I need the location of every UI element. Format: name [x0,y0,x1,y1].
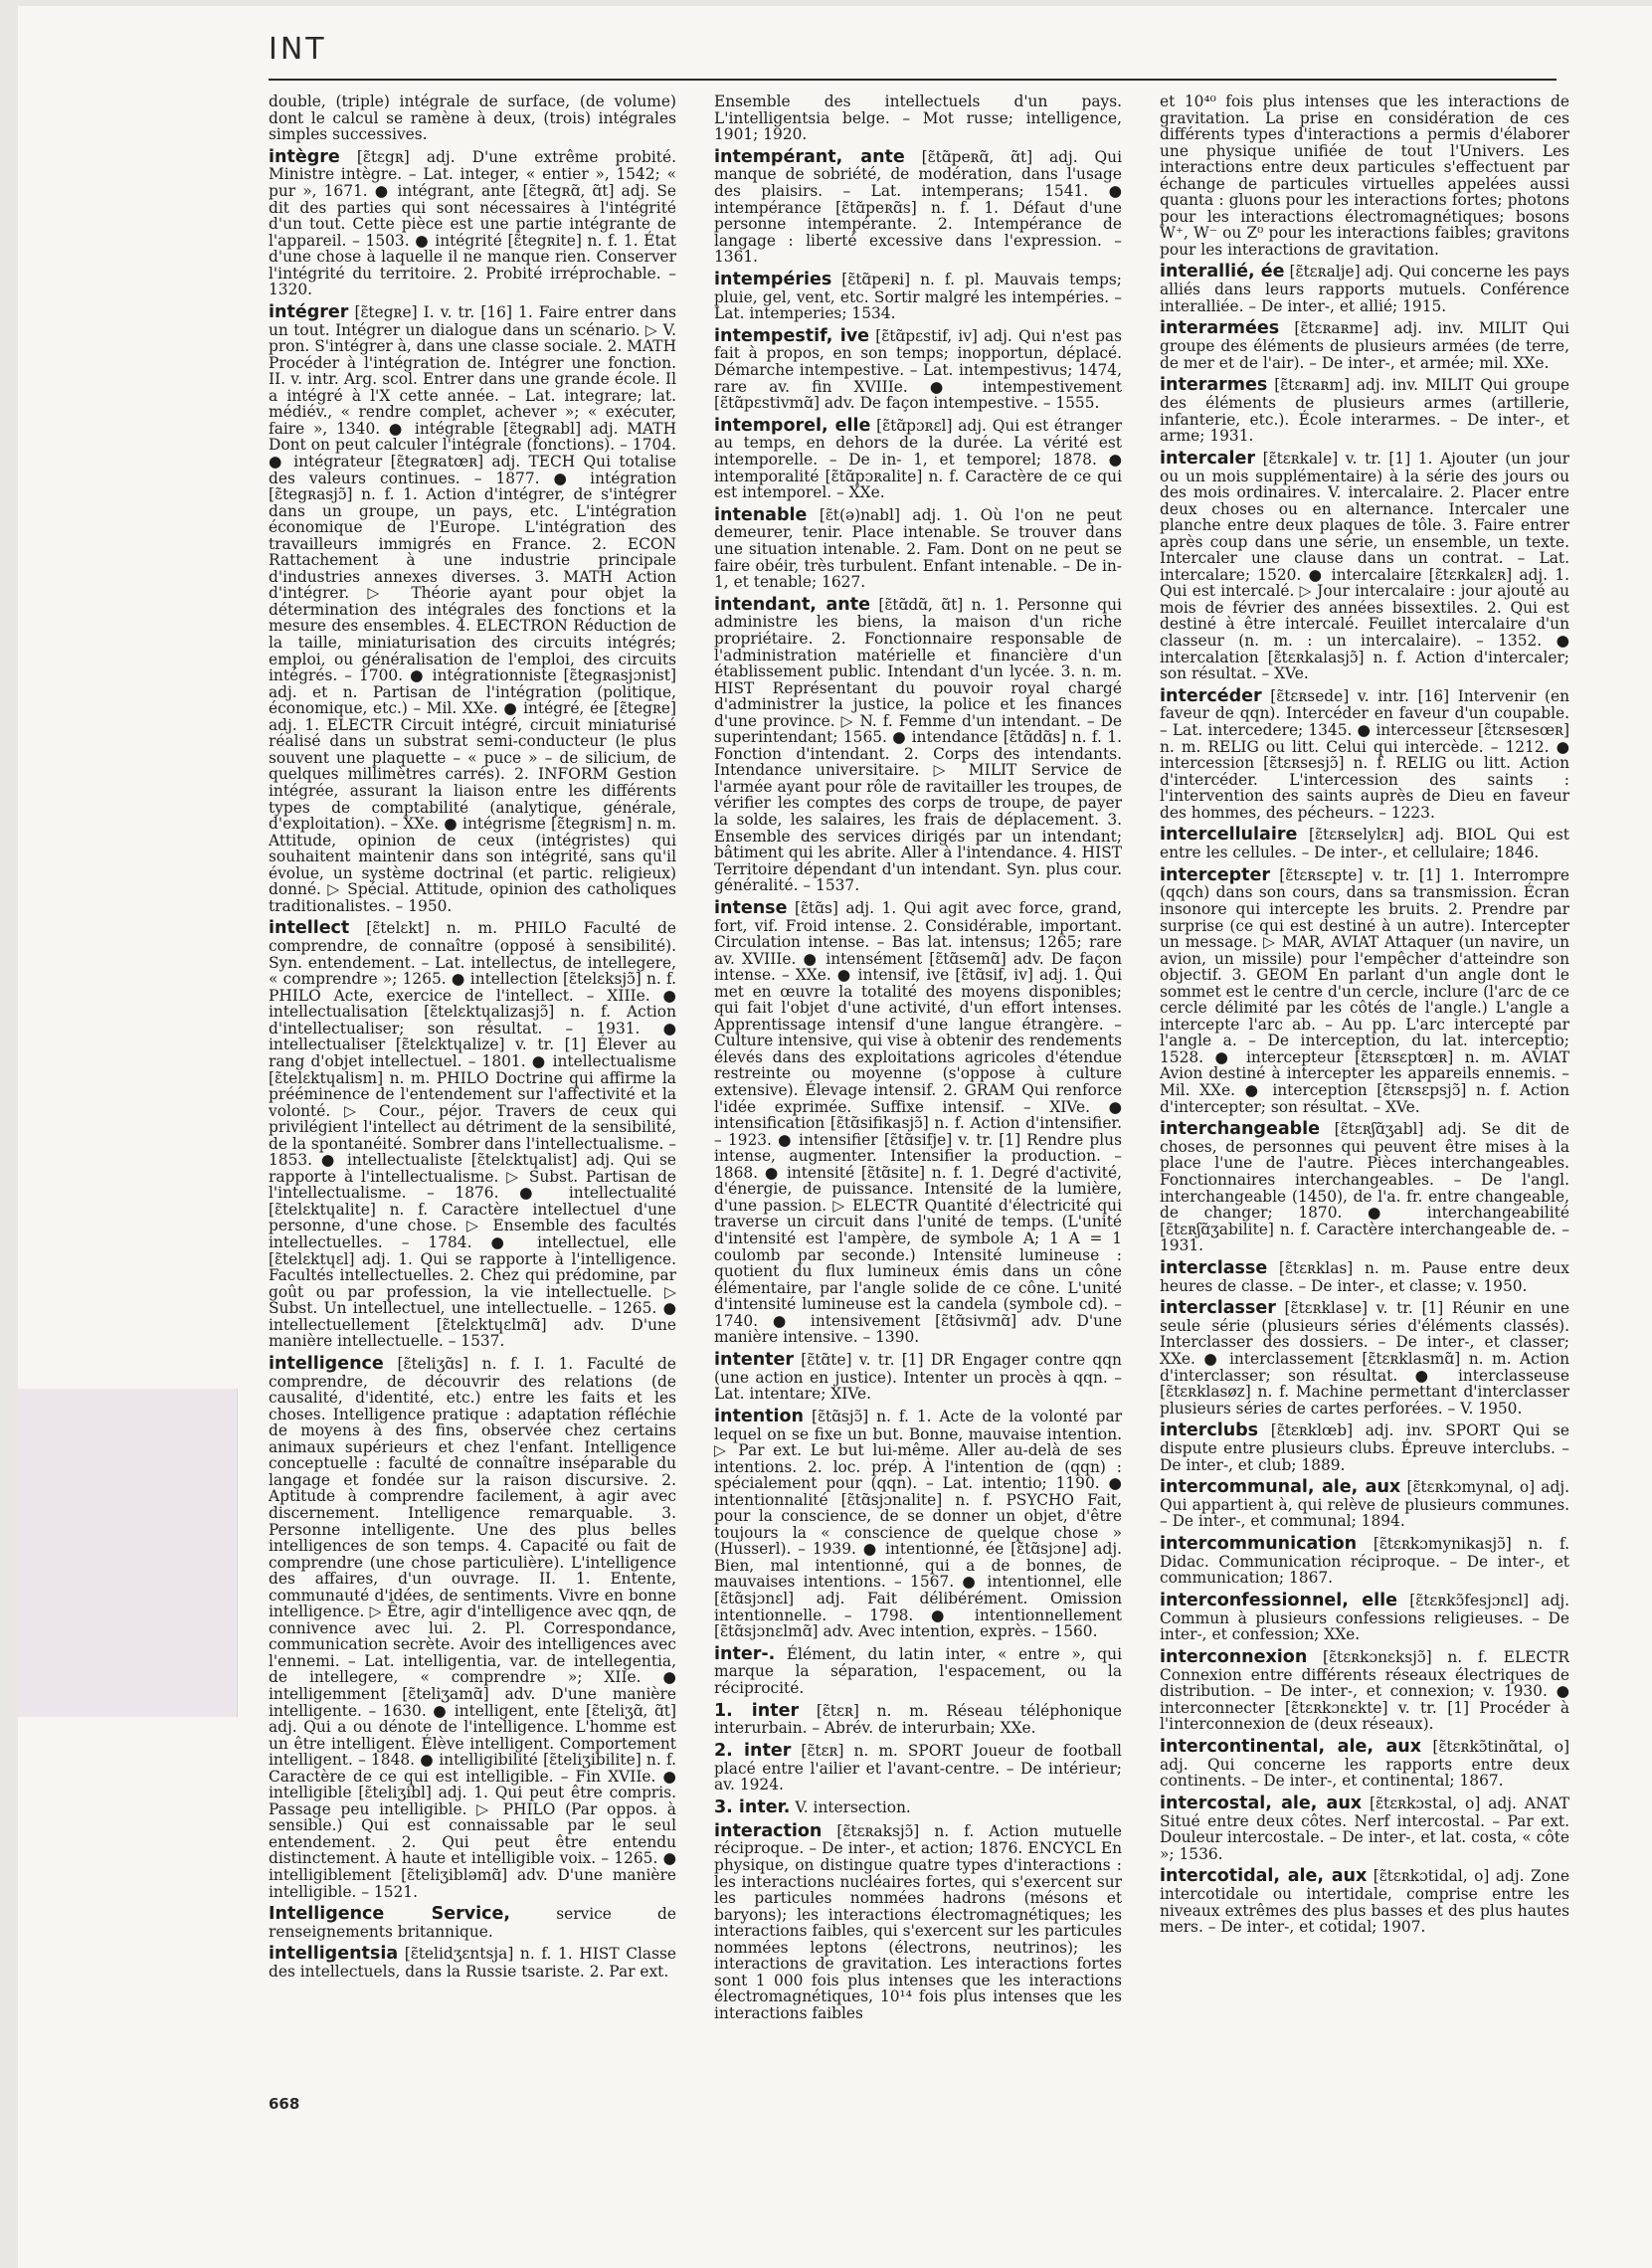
entry-definition: V. intersection. [795,1797,911,1816]
dictionary-entry [269,1355,676,1900]
entry-headword: interarmes [1160,375,1268,396]
entry-headword: interconfessionnel, elle [1160,1590,1398,1610]
entry-definition: [ɛ̃telɛkt] n. m. PHILO Faculté de comprendre, de connaître (opposé à sensibilité). Syn. entendement. – Lat. intellectus, de intellegere, « comprendre »; 1265. ● intellection [ɛ̃telɛksjɔ̃] n. f. PHILO Acte, exercice de l'intellect. – XIIIe. ● intellectualisation [ɛ̃telɛktɥalizasjɔ̃] n. f. Action d'intellectualiser; son résultat. – 1931. ● intellectualiser [ɛ̃telɛktɥalize] v. tr. [1] Élever au rang d'objet intellectuel. – 1801. ● intellectualisme [ɛ̃telɛktɥalism] n. m. PHILO Doctrine qui affirme la prééminence de l'entendement sur l'affectivité et la volonté. ▷ Cour., péjor. Travers de ceux qui privilégient l'intellect au détriment de la sensibilité, de la spontanéité. Sombrer dans l'intellectualisme. – 1853. ● intellectualiste [ɛ̃telɛktɥalist] adj. Qui se rapporte à l'intellectualisme. ▷ Subst. Partisan de l'intellectualisme. – 1876. ● intellectualité [ɛ̃telɛktɥalite] n. f. Caractère intellectuel d'une personne, d'une chose. ▷ Ensemble des facultés intellectuelles. – 1784. ● intellectuel, elle [ɛ̃telɛktɥɛl] adj. 1. Qui se rapporte à l'intelligence. Facultés intellectuelles. 2. Chez qui prédomine, par goût ou par profession, la vie intellectuelle. ▷ Subst. Un intellectuel, une intellectuelle. – 1265. ● intellectuellement [ɛ̃telɛktɥɛlmɑ̃] adv. D'une manière intellectuelle. – 1537. [269,919,676,1351]
dictionary-entry [714,94,1122,143]
column-2 [714,94,1122,2083]
entry-headword: 1. inter [714,1700,800,1721]
entry-definition: [ɛ̃tɛʀ] n. m. SPORT Joueur de football placé entre l'ailier et l'avant-centre. – De intérieur; av. 1924. [714,1741,1122,1795]
entry-headword: intelligence [269,1353,384,1374]
dictionary-entry [714,327,1122,412]
header-rule [269,79,1557,81]
entry-definition: [ɛ̃tɑ̃peʀi] n. f. pl. Mauvais temps; pluie, gel, vent, etc. Sortir malgré les intempéries. – Lat. intemperies; 1534. [714,270,1122,323]
entry-headword: intelligentsia [269,1944,399,1965]
entry-headword: intempestif, ive [714,325,870,346]
dictionary-entry [714,1742,1122,1794]
dictionary-entry [1160,826,1569,860]
dictionary-entry [1160,1867,1569,1935]
entry-definition: [ɛ̃tɛʀalje] adj. Qui concerne les pays alliés dans leurs rapports mutuels. Conférence interalliée. – De inter-, et allié; 1915. [1160,263,1569,315]
entry-definition: [ɛ̃tɑ̃te] v. tr. [1] DR Engager contre qqn (une action en justice). Intenter un procès à qqn. – Lat. intentare; XIVe. [714,1350,1122,1404]
entry-definition: [ɛ̃tɛʀkɔmynal, o] adj. Qui appartient à, qui relève de plusieurs communes. – De inter-, et communal; 1894. [1160,1478,1569,1531]
entry-definition: [ɛ̃tɛʀaʀm] adj. inv. MILIT Qui groupe des éléments de plusieurs armes (artillerie, infanterie, etc.). École interarmes. – De inter-, et arme; 1931. [1160,376,1569,446]
dictionary-entry [1160,1259,1569,1294]
dictionary-entry [269,148,676,298]
dictionary-entry [1160,263,1569,314]
entry-definition: [ɛ̃tɛʀkɔ̃fesjɔnɛl] adj. Commun à plusieurs confessions religieuses. – De inter-, et confession; XXe. [1160,1591,1569,1644]
entry-definition: Ensemble des intellectuels d'un pays. L'intelligentsia belge. – Mot russe; intelligence, 1901; 1920. [714,94,1122,144]
entry-headword: intercepter [1160,864,1270,885]
dictionary-entry [1160,1478,1569,1530]
entry-definition: [ɛ̃tɛʀkɔmynikasjɔ̃] n. f. Didac. Communication réciproque. – De inter-, et communication; 1867. [1160,1535,1569,1588]
entry-headword: interarmées [1160,318,1280,339]
entry-headword: 2. inter [714,1740,792,1761]
column-3 [1160,94,1569,2083]
entry-definition: [ɛ̃tɛgʀ] adj. D'une extrême probité. Ministre intègre. – Lat. integer, « entier », 1542; « pur », 1671. ● intégrant, ante [ɛ̃tegʀɑ̃, ɑ̃t] adj. Se dit des parties qui sont nécessaires à l'intégrité d'un tout. Cette pièce est une partie intégrante de l'appareil. – 1503. ● intégrité [ɛ̃tegʀite] n. f. 1. État d'une chose à laquelle il ne manque rien. Conserver l'intégrité du territoire. 2. Probité irréprochable. – 1320. [269,147,676,299]
entry-headword: interclasse [1160,1257,1268,1278]
dictionary-entry [1160,450,1569,682]
entry-headword: intense [714,897,788,918]
entry-definition: [ɛ̃tɛʀkɔ̃tinɑ̃tal, o] adj. Qui concerne les rapports entre deux continents. – De inter-, et continental; 1867. [1160,1737,1569,1791]
column-1 [269,94,676,2083]
entry-headword: intercéder [1160,685,1262,706]
entry-continuation [269,94,676,143]
column-1-entries [269,148,676,1981]
entry-definition: [ɛ̃tɛʀselylɛʀ] adj. BIOL Qui est entre les cellules. – De inter-, et cellulaire; 1846. [1160,826,1569,862]
dictionary-entry [1160,1535,1569,1587]
dictionary-entry [1160,1648,1569,1733]
entry-headword: intellect [269,918,350,939]
dictionary-entry [1160,1795,1569,1862]
entry-definition: [ɛ̃tegʀe] I. v. tr. [16] 1. Faire entrer dans un tout. Intégrer un dialogue dans un scénario. ▷ V. pron. S'intégrer à, dans une classe sociale. 2. MATH Procéder à l'intégration de. Intégrer une fonction. II. v. intr. Arg. scol. Entrer dans une grande école. Il a intégré à l'X cette année. – Lat. integrare; lat. médiév., « rendre complet, achever »; « exécuter, faire », 1340. ● intégrable [ɛ̃tegʀabl] adj. MATH Dont on peut calculer l'intégrale (fonctions). – 1704. ● intégrateur [ɛ̃tegʀatœʀ] adj. TECH Qui totalise des valeurs continues. – 1877. ● intégration [ɛ̃tegʀasjɔ̃] n. f. 1. Action d'intégrer, de s'intégrer dans un groupe, un pays, etc. L'intégration économique de l'Europe. L'intégration des travailleurs immigrés en France. 2. ECON Rattachement à une industrie principale d'industries annexes diverses. 3. MATH Action d'intégrer. ▷ Théorie ayant pour objet la détermination des intégrales des fonctions et la mesure des ensembles. 4. ELECTRON Réduction de la taille, miniaturisation des circuits intégrés; emploi, ou généralisation de l'emploi, des circuits intégrés. – 1700. ● intégrationniste [ɛ̃tegʀasjɔnist] adj. et n. Partisan de l'intégration (politique, économique, etc.) – Mil. XXe. ● intégré, ée [ɛ̃tegʀe] adj. 1. ELECTR Circuit intégré, circuit miniaturisé réalisé dans un substrat semi-conducteur (le plus souvent une plaquette – « puce » – de silicium, de quelques millimètres carrés). 2. INFORM Gestion intégrée, assurant la liaison entre les différents types de comptabilité (analytique, générale, d'exploitation). – XXe. ● intégrisme [ɛ̃tegʀism] n. m. Attitude, opinion de ceux (intégristes) qui souhaitent maintenir dans son intégrité, sans qu'il évolue, un système doctrinal (et partic. religieux) donné. ▷ Spécial. Attitude, opinion des catholiques traditionalistes. – 1950. [269,302,676,915]
page-number: 668 [269,2095,300,2113]
entry-definition: [ɛ̃tɛʀsede] v. intr. [16] Intervenir (en faveur de qqn). Intercéder en faveur d'un coupable. – Lat. intercedere; 1345. ● intercesseur [ɛ̃tɛʀsesœʀ] n. m. RELIG ou litt. Celui qui intercède. – 1212. ● intercession [ɛ̃tɛʀsesjɔ̃] n. f. RELIG ou litt. Action d'intercéder. L'intercession des saints : l'intervention des saints auprès de Dieu en faveur des hommes, des pécheurs. – 1223. [1160,686,1569,822]
entry-headword: interclasser [1160,1298,1276,1319]
column-3-entries [1160,94,1569,1936]
dictionary-entry [1160,866,1569,1115]
entry-definition: [ɛ̃tɛʀkɔnɛksjɔ̃] n. f. ELECTR Connexion entre différents réseaux électriques de distribution. – De inter-, et connexion; v. 1930. ● interconnecter [ɛ̃tɛʀkɔnɛkte] v. tr. [1] Procéder à l'interconnexion de (deux réseaux). [1160,1647,1569,1734]
entry-definition: [ɛ̃tɑ̃s] adj. 1. Qui agit avec force, grand, fort, vif. Froid intense. 2. Considérable, important. Circulation intense. – Bas lat. intensus; 1265; rare av. XVIIIe. ● intensément [ɛ̃tɑ̃semɑ̃] adv. De façon intense. – XXe. ● intensif, ive [ɛ̃tɑ̃sif, iv] adj. 1. Qui met en œuvre la totalité des moyens disponibles; qui fait l'objet d'une activité, d'un effort intenses. Apprentissage intensif d'une langue étrangère. – Culture intensive, qui vise à obtenir des rendements élevés dans des exploitations agricoles d'étendue restreinte ou moyenne (s'oppose à culture extensive). Élevage intensif. 2. GRAM Qui renforce l'idée exprimée. Suffixe intensif. – XIVe. ● intensification [ɛ̃tɑ̃sifikasjɔ̃] n. f. Action d'intensifier. – 1923. ● intensifier [ɛ̃tɑ̃sifje] v. tr. [1] Rendre plus intense, augmenter. Intensifier la production. – 1868. ● intensité [ɛ̃tɑ̃site] n. f. 1. Degré d'activité, d'énergie, de puissance. Intensité de la lumière, d'une passion. ▷ ELECTR Quantité d'électricité qui traverse un circuit dans l'unité de temps. (L'unité d'intensité est l'ampère, de symbole A; 1 A = 1 coulomb par seconde.) Intensité lumineuse : quotient du flux lumineux émis dans un cône élémentaire, par l'angle solide de ce cône. L'unité d'intensité lumineuse est la candela (symbole cd). – 1740. ● intensivement [ɛ̃tɑ̃sivmɑ̃] adv. D'une manière intensive. – 1390. [714,898,1122,1347]
column-2-entries [714,94,1122,2021]
dictionary-page [18,6,1652,2268]
entry-headword: intendant, ante [714,594,870,615]
entry-definition: [ɛ̃tɑ̃pɛstif, iv] adj. Qui n'est pas fait à propos, en son temps; inopportun, déplacé. Démarche intempestive. – Lat. intempestivus; 1474, rare av. fin XVIIIe. ● intempestivement [ɛ̃tɑ̃pɛstivmɑ̃] adv. De façon intempestive. – 1555. [714,326,1122,413]
dictionary-entry [714,417,1122,501]
dictionary-entry [714,596,1122,894]
dictionary-entry [1160,376,1569,444]
entry-headword: intempérant, ante [714,146,905,167]
entry-headword: intercommunal, ale, aux [1160,1477,1401,1498]
entry-headword: intercommunication [1160,1534,1358,1555]
dictionary-entry [1160,1592,1569,1643]
entry-definition: [ɛ̃tɛʀklas] n. m. Pause entre deux heures de classe. – De inter-, et classe; v. 1950. [1160,1258,1569,1295]
entry-definition: [ɛ̃tɑ̃dɑ̃, ɑ̃t] n. 1. Personne qui administre les biens, la maison d'un riche propriétaire. 2. Fonctionnaire responsable de l'administration matérielle et financière d'un établissement public. Intendant d'un lycée. 3. n. m. HIST Représentant du pouvoir royal chargé d'administrer la justice, la police et les finances d'une province. ▷ N. f. Femme d'un intendant. – De superintendant; 1565. ● intendance [ɛ̃tɑ̃dɑ̃s] n. f. 1. Fonction d'intendant. 2. Corps des intendants. Intendance universitaire. ▷ MILIT Service de l'armée ayant pour rôle de ravitailler les troupes, de vérifier les comptes des corps de troupe, de payer la solde, les salaires, les frais de déplacement. 3. Ensemble des services dirigés par un intendant; bâtiment qui les abrite. Aller à l'intendance. 4. HIST Territoire dépendant d'un intendant. Syn. plus cour. généralité. – 1537. [714,595,1122,895]
entry-definition: [ɛ̃tɑ̃sjɔ̃] n. f. 1. Acte de la volonté par lequel on se fixe un but. Bonne, mauvaise intention. ▷ Par ext. Le but lui-même. Aller au-delà de ses intentions. 2. loc. prép. À l'intention de (qqn) : spécialement pour (qqn). – Lat. intentio; 1190. ● intentionnalité [ɛ̃tɑ̃sjɔnalite] n. f. PSYCHO Fait, pour la conscience, de se donner un objet, d'être toujours la « conscience de quelque chose » (Husserl). – 1939. ● intentionné, ée [ɛ̃tɑ̃sjɔne] adj. Bien, mal intentionné, qui a de bonnes, de mauvaises intentions. – 1567. ● intentionnel, elle [ɛ̃tɑ̃sjɔnɛl] adj. Fait délibérément. Omission intentionnelle. – 1798. ● intentionnellement [ɛ̃tɑ̃sjɔnɛlmɑ̃] adv. Avec intention, exprès. – 1560. [714,1407,1122,1641]
entry-headword: intercotidal, ale, aux [1160,1866,1368,1887]
entry-definition: [ɛ̃tɛʀ] n. m. Réseau téléphonique interurbain. – Abrév. de interurbain; XXe. [714,1701,1122,1738]
entry-definition: [ɛ̃telidʒɛntsja] n. f. 1. HIST Classe des intellectuels, dans la Russie tsariste. 2. Par ext. [269,1945,676,1982]
entry-definition: [ɛ̃tɛʀsɛpte] v. tr. [1] 1. Interrompre (qqch) dans son cours, dans sa transmission. Écran insonore qui intercepte les bruits. 2. Prendre par surprise (ce qui est destiné à un autre). Intercepter un message. ▷ MAR, AVIAT Attaquer (un navire, un avion, un missile) pour l'empêcher d'atteindre son objectif. 3. GEOM En parlant d'un angle dont le sommet est le centre d'un cercle, inclure (l'arc de ce cercle délimité par les côtés de l'angle.) L'angle a intercepte l'arc ab. – Au pp. L'arc intercepté par l'angle a. – De interception, du lat. interceptio; 1528. ● intercepteur [ɛ̃tɛʀsɛptœʀ] n. m. AVIAT Avion destiné à intercepter les appareils ennemis. – Mil. XXe. ● interception [ɛ̃tɛʀsɛpsjɔ̃] n. f. Action d'intercepter; son résultat. – XVe. [1160,865,1569,1116]
entry-headword: interaction [714,1820,823,1841]
entry-definition: [ɛ̃t(ə)nabl] adj. 1. Où l'on ne peut demeurer, tenir. Place intenable. Se trouver dans une situation intenable. 2. Fam. Dont on ne peut se faire obéir, très turbulent. Enfant intenable. – De in- 1, et tenable; 1627. [714,505,1122,592]
entry-headword: intercaler [1160,448,1256,469]
dictionary-entry [1160,1120,1569,1254]
adjacent-page-edge [18,1389,238,1717]
entry-headword: Intelligence Service, [269,1904,511,1925]
entry-definition: [ɛ̃tɛʀʃɑ̃ʒabl] adj. Se dit de choses, de personnes qui peuvent être mises à la place l'une de l'autre. Pièces interchangeables. Fonctionnaires interchangeables. – De l'angl. interchangeable (1450), de l'a. fr. entre changeable, de changer; 1870. ● interchangeabilité [ɛ̃tɛʀʃɑ̃ʒabilite] n. f. Caractère interchangeable de. – 1931. [1160,1120,1569,1255]
entry-definition: [ɛ̃tɑ̃peʀɑ̃, ɑ̃t] adj. Qui manque de sobriété, de modération, dans l'usage des plaisirs. – Lat. intemperans; 1541. ● intempérance [ɛ̃tɑ̃peʀɑ̃s] n. f. 1. Défaut d'une personne intempérante. 2. Intempérance de langage : liberté excessive dans l'expression. – 1361. [714,147,1122,267]
entry-headword: interchangeable [1160,1119,1321,1140]
dictionary-entry [269,303,676,915]
entry-headword: intercontinental, ale, aux [1160,1736,1422,1757]
dictionary-entry [269,1905,676,1940]
entry-headword: interclubs [1160,1420,1259,1441]
entry-headword: interallié, ée [1160,262,1285,283]
dictionary-entry [1160,94,1569,258]
dictionary-entry [269,1945,676,1980]
entry-headword: interconnexion [1160,1646,1308,1667]
dictionary-entry [714,1645,1122,1697]
entry-definition: [ɛ̃tɛʀkɔstal, o] adj. ANAT Situé entre deux côtes. Nerf intercostal. – Par ext. Douleur intercostale. – De inter-, et lat. costa, « côte »; 1536. [1160,1794,1569,1863]
dictionary-entry [714,1351,1122,1403]
entry-definition: et 10⁴⁰ fois plus intenses que les interactions de gravitation. La prise en considération de ces différents types d'interactions a permis d'élaborer une physique unifiée de tout l'Univers. Les interactions entre deux particules s'effectuent par échange de particules virtuelles appelées aussi quanta : gluons pour les interactions fortes; photons pour les interactions électromagnétiques; bosons W⁺, W⁻ ou Z⁰ pour les interactions faibles; gravitons pour les interactions de gravitation. [1160,94,1569,259]
entry-definition: [ɛ̃tɛʀklœb] adj. inv. SPORT Qui se dispute entre plusieurs clubs. Épreuve interclubs. – De inter-, et club; 1889. [1160,1421,1569,1474]
dictionary-entry [269,919,676,1349]
dictionary-entry [714,1702,1122,1737]
entry-headword: 3. inter. [714,1796,791,1817]
entry-headword: intercostal, ale, aux [1160,1793,1363,1813]
dictionary-entry [1160,1421,1569,1473]
dictionary-entry [1160,1738,1569,1790]
dictionary-entry [1160,1299,1569,1417]
dictionary-entry [714,1408,1122,1640]
entry-definition: [ɛ̃tɛʀkale] v. tr. [1] 1. Ajouter (un jour ou un mois supplémentaire) à la série des jours ou des mois ordinaires. V. intercalaire. 2. Placer entre deux choses ou en alternance. Intercaler une planche entre deux plaques de tôle. 3. Faire entrer après coup dans une série, un ensemble, un texte. Intercaler une clause dans un contrat. – Lat. intercalare; 1520. ● intercalaire [ɛ̃tɛʀkalɛʀ] adj. 1. Qui est intercalé. ▷ Jour intercalaire : jour ajouté au mois de février des années bissextiles. 2. Qui est destiné à être intercalé. Feuillet intercalaire d'un classeur (n. m. : un intercalaire). – 1352. ● intercalation [ɛ̃tɛʀkalasjɔ̃] n. f. Action d'intercaler; son résultat. – XVe. [1160,449,1569,683]
entry-headword: inter-. [714,1643,776,1664]
entry-headword: intègre [269,146,340,167]
entry-definition: [ɛ̃tɛʀaksjɔ̃] n. f. Action mutuelle réciproque. – De inter-, et action; 1876. ENCYCL En physique, on distingue quatre types d'interactions : les interactions nucléaires fortes, qui s'exercent sur les particules nommées hadrons (mésons et baryons); les interactions électromagnétiques; les interactions faibles, qui s'exercent sur les particules nommées leptons (électrons, neutrinos); les interactions de gravitation. Les interactions fortes sont 1 000 fois plus intenses que les interactions électromagnétiques, 10¹⁴ fois plus intenses que les interactions faibles [714,1821,1122,2022]
entry-definition: [ɛ̃tɛʀkɔtidal, o] adj. Zone intercotidale ou intertidale, comprise entre les niveaux extrêmes des plus basses et des plus hautes mers. – De inter-, et cotidal; 1907. [1160,1867,1569,1937]
entry-definition: [ɛ̃tɛʀaʀme] adj. inv. MILIT Qui groupe des éléments de plusieurs armées (de terre, de mer et de l'air). – De inter-, et armée; mil. XXe. [1160,319,1569,372]
entry-headword: intercellulaire [1160,825,1298,846]
entry-headword: intégrer [269,301,349,322]
entry-text: double, (triple) intégrale de surface, (de volume) dont le calcul se ramène à deux, (trois) intégrales simples successives. [269,94,676,144]
entry-definition: service de renseignements britannique. [269,1905,676,1941]
dictionary-entry [714,148,1122,266]
dictionary-entry [1160,687,1569,822]
dictionary-entry [714,1798,1122,1817]
entry-headword: intemporel, elle [714,415,871,436]
entry-definition: [ɛ̃tɑ̃pɔʀɛl] adj. Qui est étranger au temps, en dehors de la durée. La vérité est intemporelle. – De in- 1, et temporel; 1878. ● intemporalité [ɛ̃tɑ̃pɔʀalite] n. f. Caractère de ce qui est intemporel. – XXe. [714,416,1122,502]
dictionary-entry [1160,319,1569,371]
dictionary-entry [714,899,1122,1346]
entry-headword: intempéries [714,269,832,289]
running-head: INT [269,32,327,67]
entry-headword: intention [714,1406,804,1426]
entry-definition: [ɛ̃tɛʀklase] v. tr. [1] Réunir en une seule série (plusieurs séries d'éléments classés). Interclasser des dossiers. – De inter-, et classer; XXe. ● interclassement [ɛ̃tɛʀklasmɑ̃] n. m. Action d'interclasser; son résultat. ● interclasseuse [ɛ̃tɛʀklasøz] n. f. Machine permettant d'interclasser plusieurs séries de cartes perforées. – V. 1950. [1160,1299,1569,1418]
entry-definition: [ɛ̃teliʒɑ̃s] n. f. I. 1. Faculté de comprendre, de découvrir des relations (de causalité, d'identité, etc.) entre les faits et les choses. Intelligence pratique : adaptation réfléchie de moyens à des fins, observée chez certains animaux supérieurs et chez l'enfant. Intelligence conceptuelle : faculté de connaître inséparable du langage et fondée sur la raison discursive. 2. Aptitude à comprendre facilement, à agir avec discernement. Intelligence remarquable. 3. Personne intelligente. Une des plus belles intelligences de son temps. 4. Capacité ou fait de comprendre (une chose particulière). L'intelligence des affaires, d'un ouvrage. II. 1. Entente, communauté d'idées, de sentiments. Vivre en bonne intelligence. ▷ Être, agir d'intelligence avec qqn, de connivence avec lui. 2. Pl. Correspondance, communication secrète. Avoir des intelligences avec l'ennemi. – Lat. intelligentia, var. de intellegentia, de intellegere, « comprendre »; XIIe. ● intelligemment [ɛ̃teliʒamɑ̃] adv. D'une manière intelligente. – 1630. ● intelligent, ente [ɛ̃teliʒɑ̃, ɑ̃t] adj. Qui a ou dénote de l'intelligence. L'homme est un être intelligent. Élève intelligent. Comportement intelligent. – 1848. ● intelligibilité [ɛ̃teliʒibilite] n. f. Caractère de ce qui est intelligible. – Fin XVIIe. ● intelligible [ɛ̃teliʒibl] adj. 1. Qui peut être compris. Passage peu intelligible. ▷ PHILO (Par oppos. à sensible.) Qui est connaissable par le seul entendement. 2. Qui peut être entendu distinctement. À haute et intelligible voix. – 1265. ● intelligiblement [ɛ̃teliʒibləmɑ̃] adv. D'une manière intelligible. – 1521. [269,1354,676,1901]
dictionary-entry [714,271,1122,322]
entry-headword: intenter [714,1349,795,1370]
dictionary-entry [714,506,1122,591]
entry-headword: intenable [714,504,808,525]
entry-definition: Élément, du latin inter, « entre », qui marque la séparation, l'espacement, ou la réciprocité. [714,1644,1122,1697]
dictionary-entry [714,1822,1122,2022]
